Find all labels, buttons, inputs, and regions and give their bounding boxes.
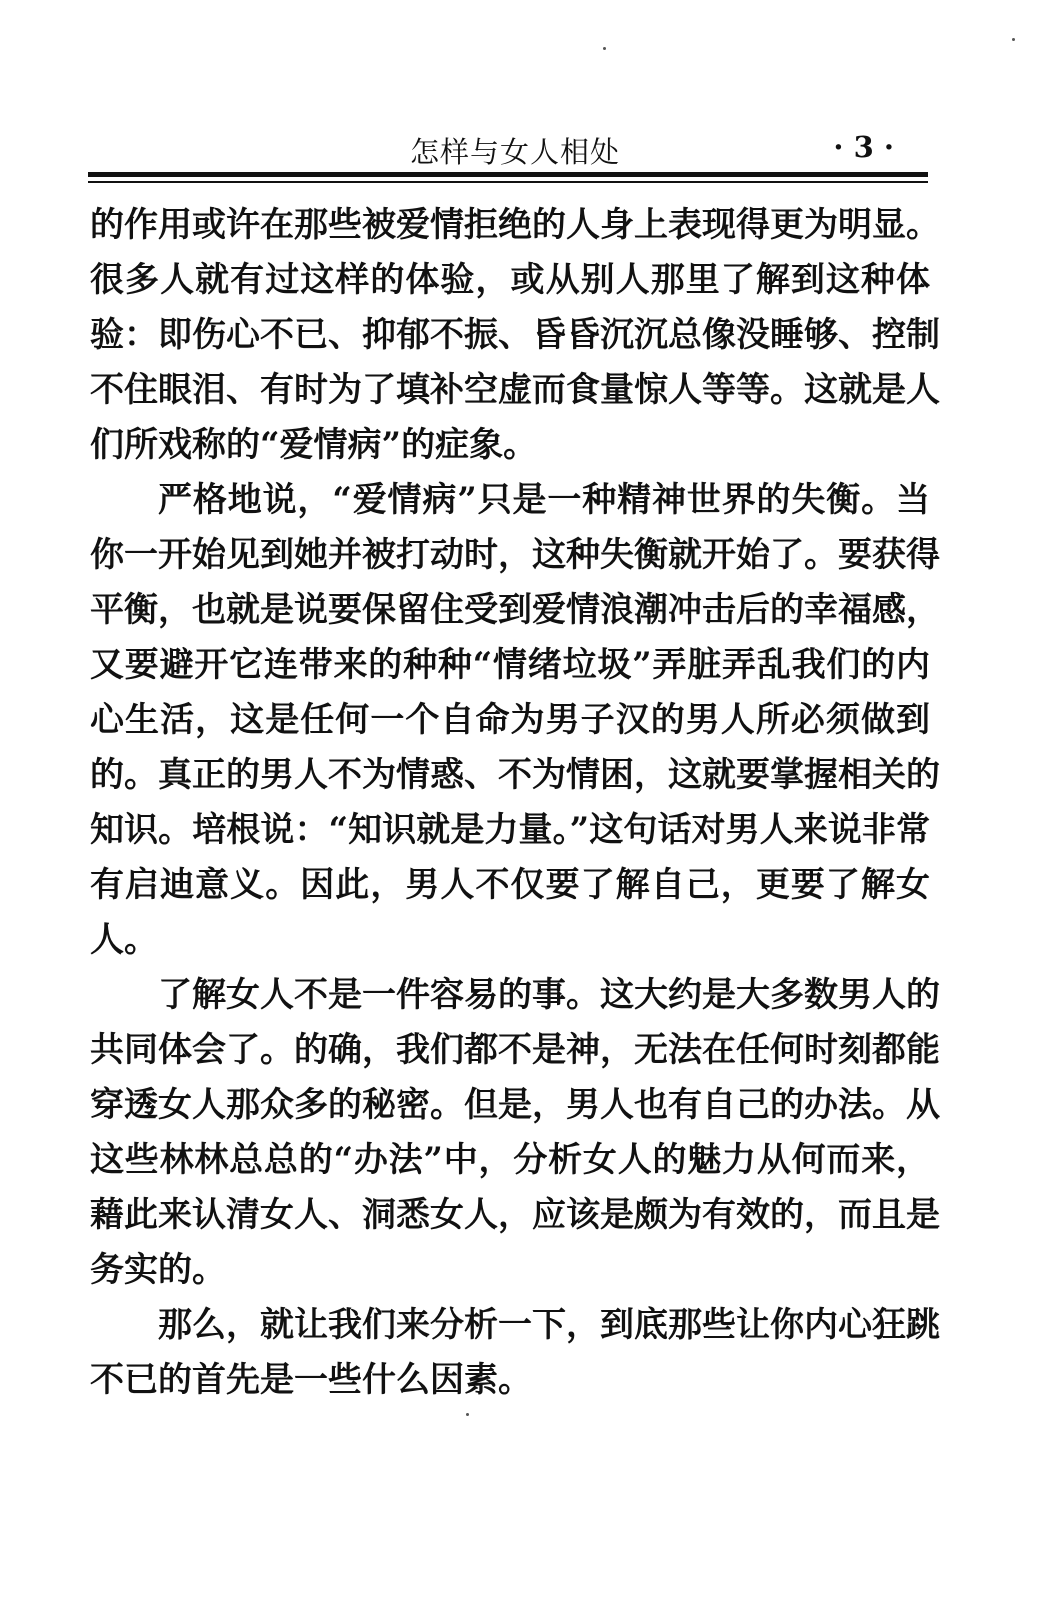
text-line: 不已的首先是一些什么因素。 [90, 1360, 532, 1400]
text-line: 们所戏称的“爱情病”的症象。 [90, 425, 538, 465]
text-line: 这些林林总总的“办法”中，分析女人的魅力从何而来， [90, 1140, 930, 1180]
text-line: 验：即伤心不已、抑郁不振、昏昏沉沉总像没睡够、控制 [90, 315, 940, 355]
page-number: · 3 · [833, 130, 894, 164]
text-line: 平衡，也就是说要保留住受到爱情浪潮冲击后的幸福感， [90, 590, 940, 630]
text-line: 很多人就有过这样的体验，或从别人那里了解到这种体 [90, 260, 930, 300]
paragraph [90, 473, 940, 968]
text-line: 那么，就让我们来分析一下，到底那些让你内心狂跳 [158, 1305, 940, 1345]
header-rule-thick [88, 172, 928, 177]
paragraph [90, 198, 940, 473]
paragraph [90, 1298, 940, 1408]
text-line: 了解女人不是一件容易的事。这大约是大多数男人的 [158, 975, 940, 1015]
header-rule-thin [88, 181, 928, 183]
text-line: 人。 [90, 920, 158, 960]
text-line: 心生活，这是任何一个自命为男子汉的男人所必须做到 [90, 700, 930, 740]
running-header [88, 128, 928, 172]
text-line: 穿透女人那众多的秘密。但是，男人也有自己的办法。从 [90, 1085, 940, 1125]
scan-speck [466, 1413, 469, 1416]
paragraph [90, 968, 940, 1298]
text-line: 不住眼泪、有时为了填补空虚而食量惊人等等。这就是人 [90, 370, 940, 410]
text-line: 又要避开它连带来的种种“情绪垃圾”弄脏弄乱我们的内 [90, 645, 930, 685]
text-line: 的作用或许在那些被爱情拒绝的人身上表现得更为明显。 [90, 205, 940, 245]
body-text [90, 198, 940, 1408]
text-line: 知识。培根说：“知识就是力量。”这句话对男人来说非常 [90, 810, 930, 850]
text-line: 务实的。 [90, 1250, 226, 1290]
scan-speck [1012, 38, 1015, 41]
scan-speck [603, 47, 606, 50]
running-header-title: 怎样与女人相处 [410, 135, 621, 169]
text-line: 的。真正的男人不为情惑、不为情困，这就要掌握相关的 [90, 755, 940, 795]
text-line: 你一开始见到她并被打动时，这种失衡就开始了。要获得 [90, 535, 940, 575]
text-line: 共同体会了。的确，我们都不是神，无法在任何时刻都能 [90, 1030, 940, 1070]
text-line: 有启迪意义。因此，男人不仅要了解自己，更要了解女 [90, 865, 930, 905]
text-line: 严格地说，“爱情病”只是一种精神世界的失衡。当 [158, 480, 930, 520]
text-line: 藉此来认清女人、洞悉女人，应该是颇为有效的，而且是 [90, 1195, 940, 1235]
